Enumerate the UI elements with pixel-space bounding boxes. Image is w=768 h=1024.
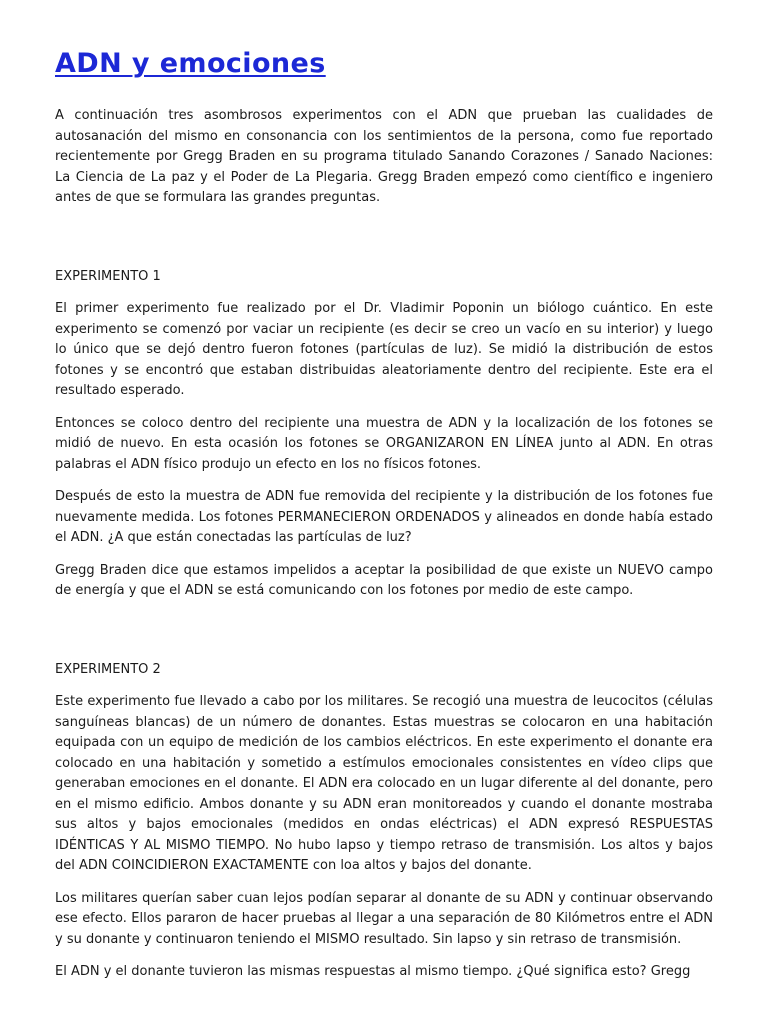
- experiment-2-paragraph: El ADN y el donante tuvieron las mismas respuestas al mismo tiempo. ¿Qué significa esto? Gregg: [55, 964, 691, 979]
- experiment-1-paragraph: Entonces se coloco dentro del recipiente una muestra de ADN y la localización de los fotones se midió de nuevo. En esta ocasión los fotones se ORGANIZARON EN LÍNEA junto al ADN. En otras palabras el ADN físico produjo un efecto en los no físicos fotones.: [55, 415, 713, 472]
- experiment-2-paragraph: Este experimento fue llevado a cabo por los militares. Se recogió una muestra de leucocitos (células sanguíneas blancas) de un número de donantes. Estas muestras se colocaron en una habitación equipada con un equipo de medición de los cambios eléctricos. En este experimento el donante era colocado en una habitación y sometido a estímulos emocionales consistentes en vídeo clips que generaban emociones en el donante. El ADN era colocado en un lugar diferente al del donante, pero en el mismo edificio. Ambos donante y su ADN eran monitoreados y cuando el donante mostraba sus altos y bajos emocionales (medidos en ondas eléctricas) el ADN expresó RESPUESTAS IDÉNTICAS Y AL MISMO TIEMPO. No hubo lapso y tiempo retraso de transmisión. Los altos y bajos del ADN COINCIDIERON EXACTAMENTE con loa altos y bajos del donante.: [55, 694, 713, 873]
- page-title: [55, 44, 713, 84]
- experiment-1-heading: EXPERIMENTO 1: [55, 268, 161, 284]
- experiment-2-heading: EXPERIMENTO 2: [55, 661, 161, 677]
- document-page: [55, 44, 713, 995]
- experiment-1-paragraph: Gregg Braden dice que estamos impelidos a aceptar la posibilidad de que existe un NUEVO campo de energía y que el ADN se está comunicando con los fotones por medio de este campo.: [55, 562, 713, 598]
- title-link[interactable]: ADN y emociones: [55, 48, 326, 79]
- experiment-1-paragraph: El primer experimento fue realizado por el Dr. Vladimir Poponin un biólogo cuántico. En este experimento se comenzó por vaciar un recipiente (es decir se creo un vacío en su interior) y luego lo único que se dejó dentro fueron fotones (partículas de luz). Se midió la distribución de estos fotones y se encontró que estaban distribuidas aleatoriamente dentro del recipiente. Este era el resultado esperado.: [55, 301, 713, 398]
- section-spacer: [55, 221, 713, 267]
- experiment-1-paragraph: Después de esto la muestra de ADN fue removida del recipiente y la distribución de los fotones fue nuevamente medida. Los fotones PERMANECIERON ORDENADOS y alineados en donde había estado el ADN. ¿A que están conectadas las partículas de luz?: [55, 489, 713, 545]
- experiment-2-paragraph: Los militares querían saber cuan lejos podían separar al donante de su ADN y continuar observando ese efecto. Ellos pararon de hacer pruebas al llegar a una separación de 80 Kilómetros entre el ADN y su donante y continuaron teniendo el MISMO resultado. Sin lapso y sin retraso de transmisión.: [55, 890, 713, 947]
- section-spacer: [55, 614, 713, 660]
- intro-paragraph: A continuación tres asombrosos experimentos con el ADN que prueban las cualidades de autosanación del mismo en consonancia con los sentimientos de la persona, como fue reportado recientemente por Gregg Braden en su programa titulado Sanando Corazones / Sanado Naciones: La Ciencia de La paz y el Poder de La Plegaria. Gregg Braden empezó como científico e ingeniero antes de que se formulara las grandes preguntas.: [55, 108, 713, 205]
